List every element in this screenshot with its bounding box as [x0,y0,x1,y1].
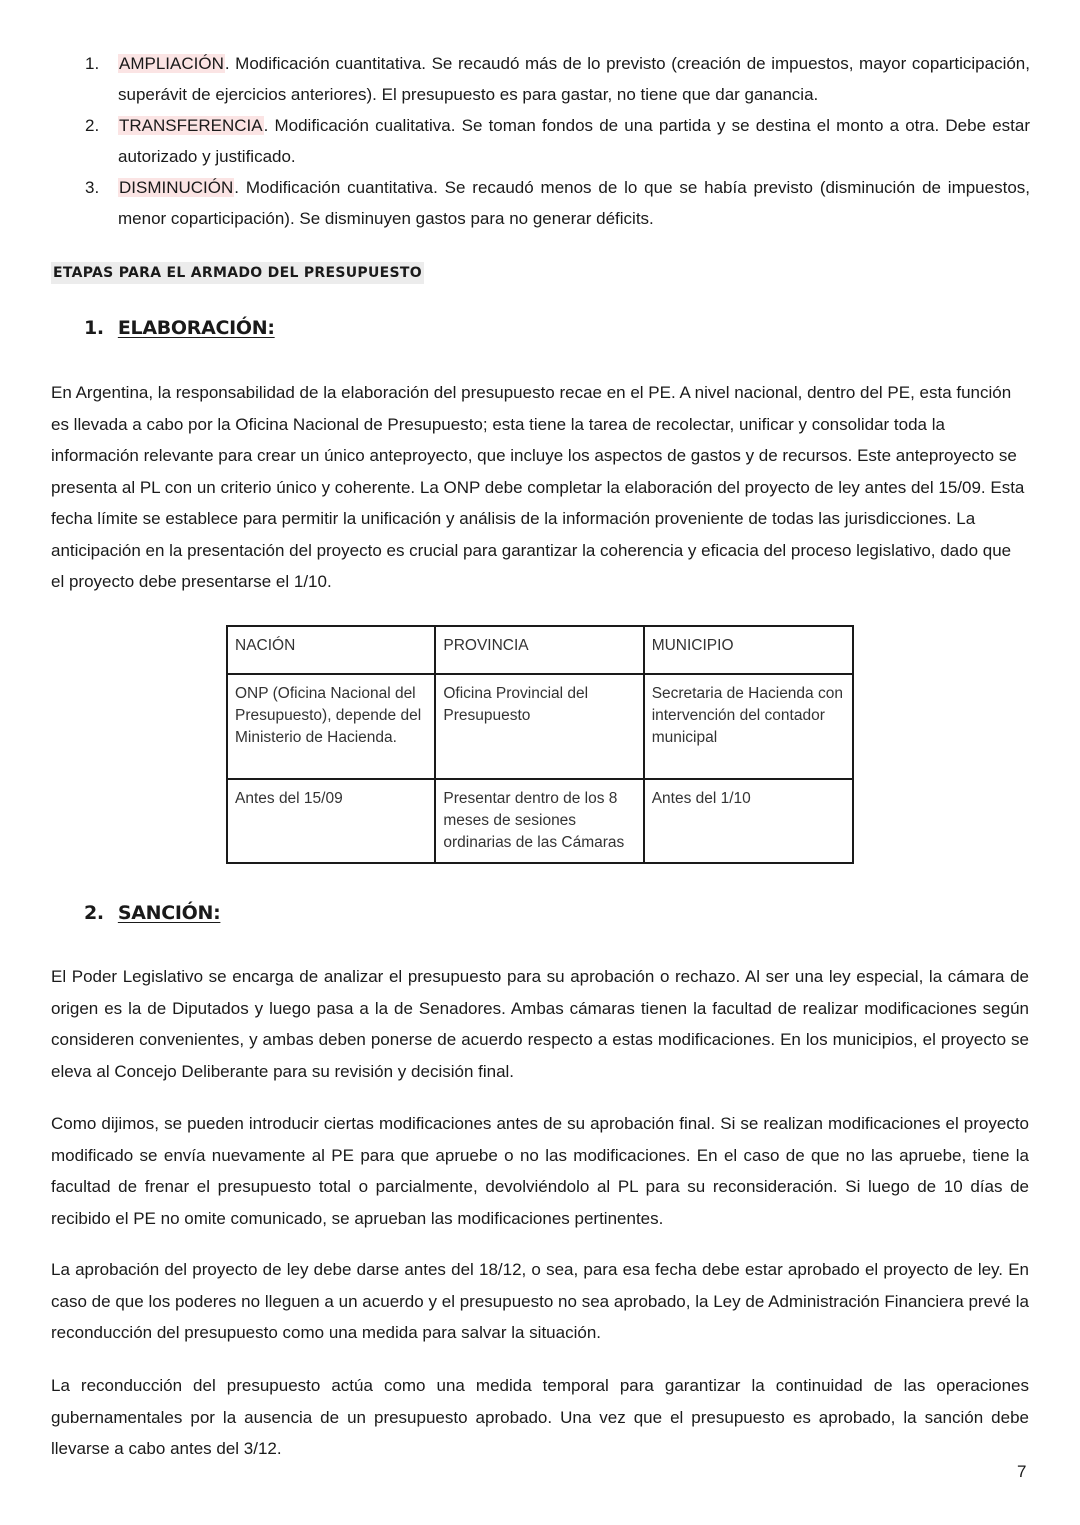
table-header-row [227,626,853,674]
stage-heading-sancion [84,902,220,924]
highlighted-keyword: AMPLIACIÓN [119,54,224,73]
section-title: ETAPAS PARA EL ARMADO DEL PRESUPUESTO [51,262,424,284]
list-number: 2. [85,116,100,135]
highlighted-keyword: TRANSFERENCIA [119,116,263,135]
list-item [52,172,1030,234]
table-cell: Antes del 15/09 [227,779,435,863]
highlighted-keyword: DISMINUCIÓN [119,178,234,197]
table-cell: ONP (Oficina Nacional del Presupuesto), depende del Ministerio de Hacienda. [227,674,435,779]
heading-number: 2. [84,902,104,924]
table-row [227,779,853,863]
stage-heading-elaboracion [84,317,275,339]
heading-title: ELABORACIÓN: [117,317,275,339]
page-number: 7 [1017,1462,1027,1481]
table-header-cell: NACIÓN [227,626,435,674]
list-number: 1. [85,54,100,73]
paragraph: En Argentina, la responsabilidad de la elaboración del presupuesto recae en el PE. A nivel nacional, dentro del PE, esta función es llevada a cabo por la Oficina Nacional de Presupuesto; esta tiene la tarea de recolectar, unificar y consolidar toda la información relevante para crear un único anteproyecto, que incluye los aspectos de gastos y de recursos. Este anteproyecto se presenta al PL con un criterio único y coherente. La ONP debe completar la elaboración del proyecto de ley antes del 15/09. Esta fecha límite se establece para permitir la unificación y análisis de la información proveniente de todas las jurisdicciones. La anticipación en la presentación del proyecto es crucial para garantizar la coherencia y eficacia del proceso legislativo, dado que el proyecto debe presentarse el 1/10. [51,383,1025,591]
budget-jurisdiction-table [226,625,854,864]
paragraph: Como dijimos, se pueden introducir ciertas modificaciones antes de su aprobación final. Si se realizan modificaciones el proyecto modificado se envía nuevamente al PE para que apruebe o no las modificaciones. En el caso de que no las apruebe, tiene la facultad de frenar el presupuesto total o parcialmente, devolviéndolo al PL para su reconsideración. Si luego de 10 días de recibido el PE no omite comunicado, se aprueban las modificaciones pertinentes. [51,1114,1029,1228]
list-number: 3. [85,178,100,197]
modification-list [52,48,1030,234]
list-item-text: . Modificación cualitativa. Se toman fondos de una partida y se destina el monto a otra. Debe estar autorizado y justificado. [118,116,1030,166]
heading-number: 1. [84,317,104,339]
table-row [227,674,853,779]
list-item-text: . Modificación cuantitativa. Se recaudó menos de lo que se había previsto (disminución de impuestos, menor coparticipación). Se disminuyen gastos para no generar déficits. [118,178,1030,228]
heading-title: SANCIÓN: [117,902,221,924]
paragraph: El Poder Legislativo se encarga de analizar el presupuesto para su aprobación o rechazo. Al ser una ley especial, la cámara de origen es la de Diputados y luego pasa a la de Senadores. Ambas cámaras tienen la facultad de realizar modificaciones según consideren convenientes, y ambas deben ponerse de acuerdo respecto a estas modificaciones. En los municipios, el proyecto se eleva al Concejo Deliberante para su revisión y decisión final. [51,967,1029,1081]
table-cell: Presentar dentro de los 8 meses de sesiones ordinarias de las Cámaras [435,779,643,863]
table-header-cell: MUNICIPIO [644,626,853,674]
list-item [52,110,1030,172]
list-item-text: . Modificación cuantitativa. Se recaudó más de lo previsto (creación de impuestos, mayor coparticipación, superávit de ejercicios anteriores). El presupuesto es para gastar, no tiene que dar ganancia. [118,54,1030,104]
paragraph: La aprobación del proyecto de ley debe darse antes del 18/12, o sea, para esa fecha debe estar aprobado el proyecto de ley. En caso de que los poderes no lleguen a un acuerdo y el presupuesto no sea aprobado, la Ley de Administración Financiera prevé la reconducción del presupuesto como una medida para salvar la situación. [51,1260,1029,1342]
paragraph: La reconducción del presupuesto actúa como una medida temporal para garantizar la continuidad de las operaciones gubernamentales por la ausencia de un presupuesto aprobado. Una vez que el presupuesto es aprobado, la sanción debe llevarse a cabo antes del 3/12. [51,1376,1029,1458]
list-item [52,48,1030,110]
table-cell: Oficina Provincial del Presupuesto [435,674,643,779]
table-cell: Secretaria de Hacienda con intervención del contador municipal [644,674,853,779]
table-cell: Antes del 1/10 [644,779,853,863]
table-header-cell: PROVINCIA [435,626,643,674]
